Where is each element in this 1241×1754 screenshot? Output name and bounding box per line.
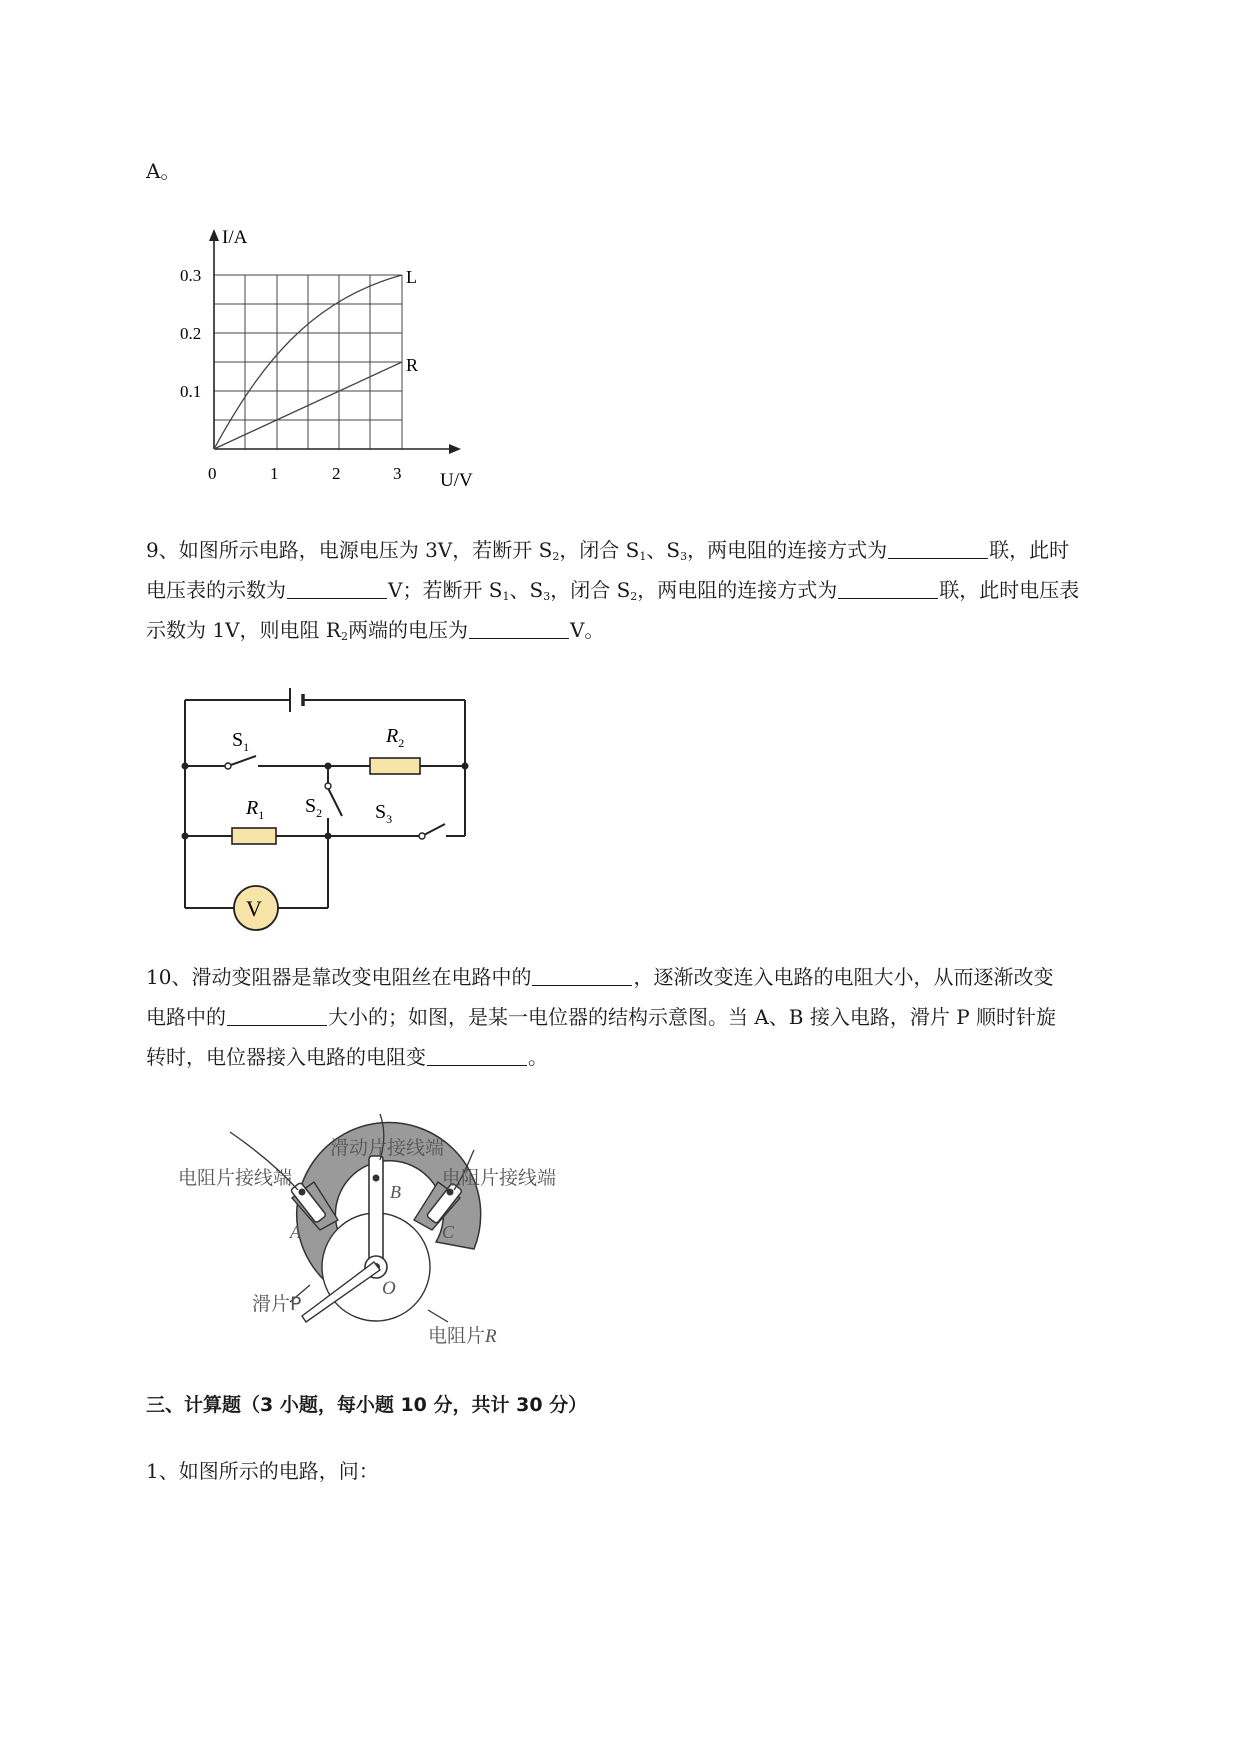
terminal-a-label: A — [290, 1222, 301, 1242]
voltmeter-label: V — [246, 896, 262, 921]
q10-line-2: 电路中的 大小的；如图，是某一电位器的结构示意图。当 A、B 接入电路，滑片 P 顺时针旋 — [146, 1005, 1057, 1029]
potentiometer-diagram — [170, 1110, 600, 1360]
y-axis-label: I/A — [222, 227, 248, 248]
section-heading: 三、计算题（3 小题，每小题 10 分，共计 30 分） — [146, 1394, 588, 1416]
resistor-r1-label: $R_1$ — [246, 797, 265, 822]
resistor-r2 — [370, 758, 420, 774]
answer-blank[interactable] — [888, 538, 988, 559]
x-tick: 2 — [332, 464, 341, 483]
answer-blank[interactable] — [838, 578, 938, 599]
x-tick: 3 — [393, 464, 402, 483]
terminal-c-label: C — [442, 1222, 455, 1242]
answer-blank[interactable] — [532, 965, 632, 986]
iu-graph — [170, 225, 490, 505]
resistor-r1 — [232, 828, 276, 844]
q1-text: 1、如图所示的电路，问： — [146, 1459, 379, 1483]
q10-line-1: 10、滑动变阻器是靠改变电阻丝在电路中的 ，逐渐改变连入电路的电阻大小，从而逐渐改变 — [146, 965, 1054, 989]
curve-l-label: L — [406, 267, 417, 287]
switch-s1-label: $S_1$ — [232, 729, 250, 754]
resistor-r2-label: $R_2$ — [386, 725, 405, 750]
y-tick: 0.1 — [180, 382, 202, 401]
y-tick: 0.3 — [180, 266, 202, 285]
answer-blank[interactable] — [227, 1005, 327, 1026]
q10-line-3: 转时，电位器接入电路的电阻变 。 — [146, 1045, 548, 1069]
slider-terminal-label: 滑动片接线端 — [330, 1137, 445, 1159]
x-tick: 0 — [208, 464, 217, 483]
left-terminal-label: 电阻片接线端 — [178, 1167, 293, 1189]
answer-blank[interactable] — [469, 618, 569, 639]
center-o-label: O — [382, 1278, 396, 1299]
q9-line-1: 9、如图所示电路，电源电压为 3V，若断开 $S_2$，闭合 $S_1$、$S_3$，两电阻的连接方式为 联，此时 — [146, 538, 1070, 563]
y-tick: 0.2 — [180, 324, 202, 343]
answer-blank[interactable] — [427, 1045, 527, 1066]
q9-line-3: 示数为 1V，则电阻 $R_2$两端的电压为 V。 — [146, 618, 605, 643]
switch-s3-label: $S_3$ — [375, 801, 393, 826]
switch-s2-label: $S_2$ — [305, 795, 323, 820]
right-terminal-label: 电阻片接线端 — [442, 1167, 557, 1189]
previous-answer-tail: A。 — [146, 159, 181, 183]
terminal-b-label: B — [390, 1182, 401, 1202]
circuit-diagram — [170, 684, 480, 934]
answer-blank[interactable] — [287, 578, 387, 599]
resistor-label: 电阻片R — [428, 1325, 497, 1347]
x-axis-label: U/V — [440, 470, 473, 491]
curve-r-label: R — [406, 355, 419, 375]
q9-line-2: 电压表的示数为 V；若断开 $S_1$、$S_3$，闭合 $S_2$，两电阻的连接方式为 联，此时电压表 — [146, 578, 1080, 603]
x-tick: 1 — [270, 464, 279, 483]
slider-p-label: 滑片P — [252, 1293, 302, 1315]
